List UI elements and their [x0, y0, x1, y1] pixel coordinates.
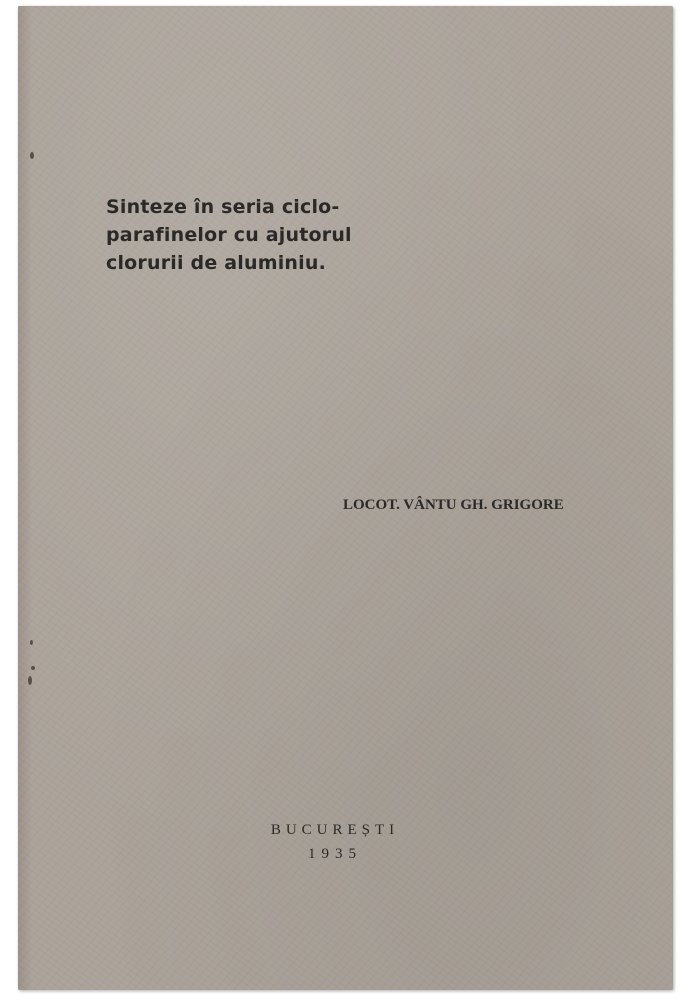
author-name: LOCOT. VÂNTU GH. GRIGORE	[343, 497, 564, 513]
title-line-1: Sinteze în seria ciclo-	[106, 196, 340, 218]
title-line-3: clorurii de aluminiu.	[106, 252, 326, 274]
cover-title	[106, 193, 446, 277]
title-line-2: parafinelor cu ajutorul	[106, 224, 352, 246]
paper-speck	[30, 152, 34, 159]
publication-year: 1935	[308, 846, 362, 862]
paper-speck	[30, 640, 33, 645]
paper-speck	[28, 676, 32, 685]
publication-city: BUCUREȘTI	[270, 822, 400, 838]
paper-speck	[31, 666, 35, 670]
